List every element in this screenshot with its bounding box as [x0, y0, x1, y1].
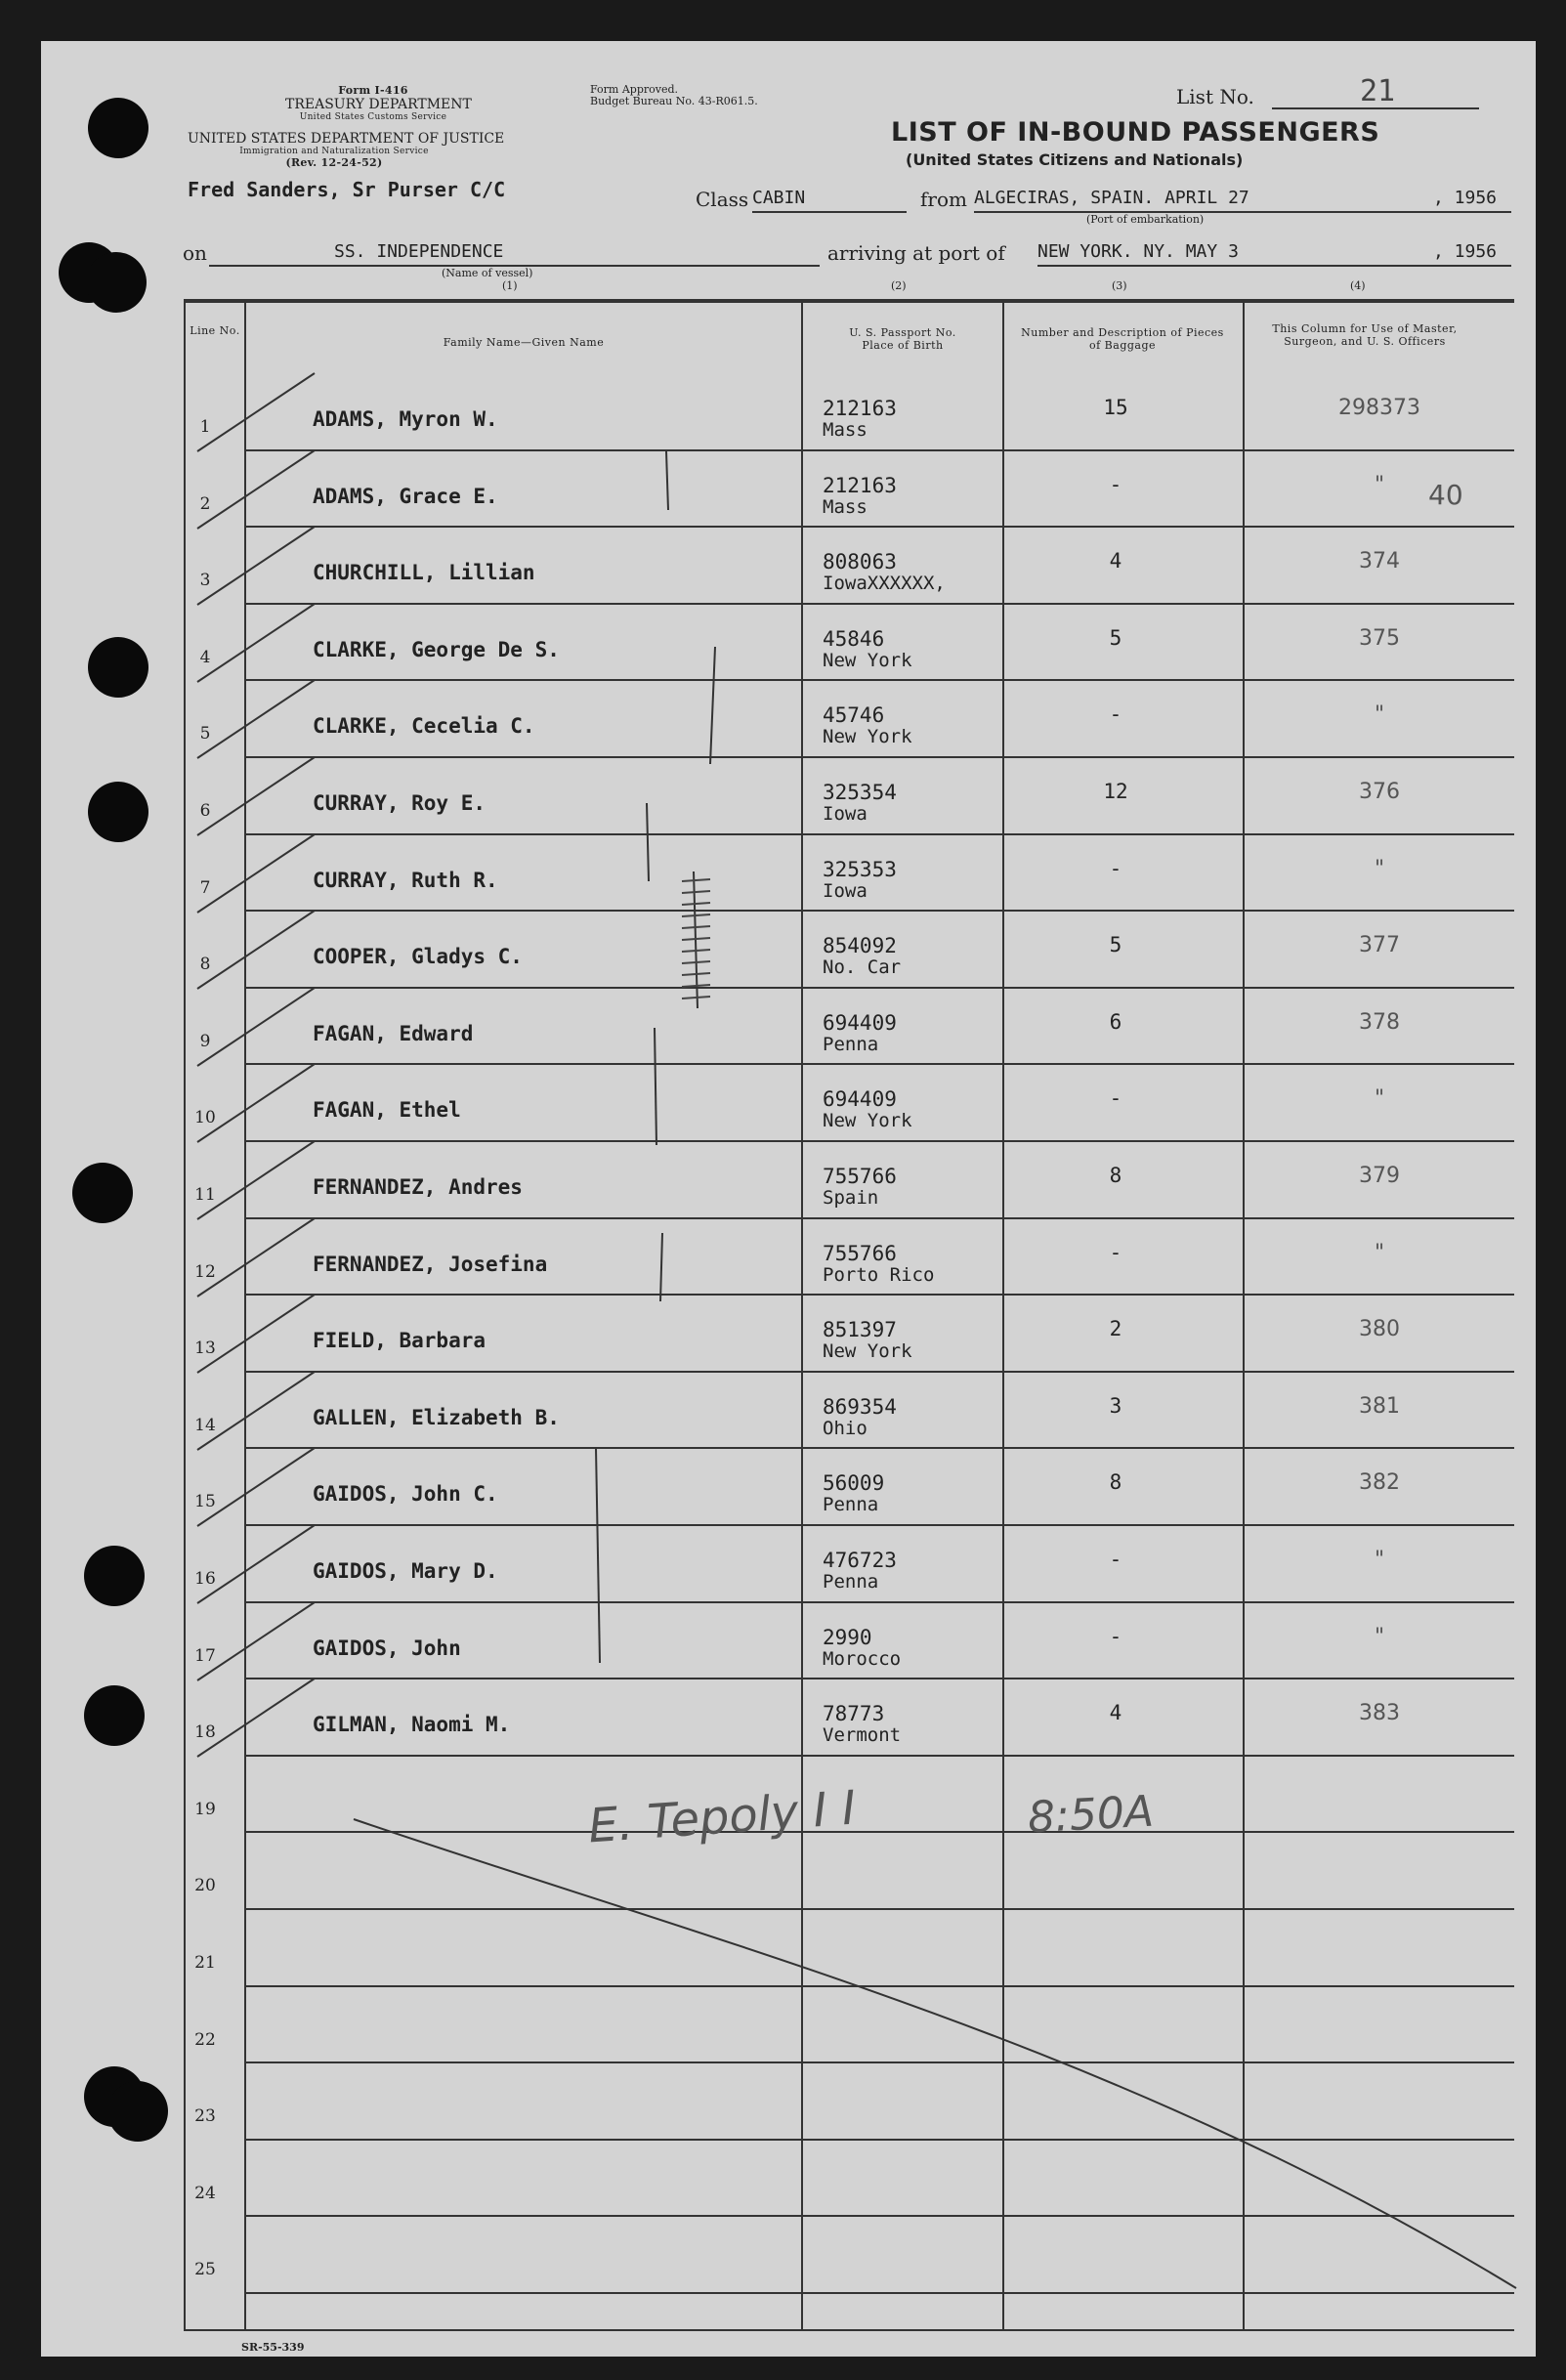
binder-hole: [84, 1685, 145, 1746]
page-subtitle: (United States Citizens and Nationals): [906, 150, 1244, 169]
passport-number: 212163: [823, 397, 897, 420]
col-marker-1: (1): [502, 279, 518, 292]
passport-number: 2990: [823, 1625, 872, 1649]
officer-entry: 380: [1359, 1317, 1400, 1342]
revision: (Rev. 12-24-52): [285, 156, 383, 169]
officer-entry: ": [1374, 472, 1385, 497]
row-number: 16: [194, 1569, 216, 1589]
passenger-name: CLARKE, Cecelia C.: [313, 714, 535, 739]
baggage-count: 4: [1109, 549, 1122, 574]
passport-number: 325353: [823, 857, 897, 881]
place-of-birth: New York: [823, 1340, 912, 1363]
treasury-dept: TREASURY DEPARTMENT: [285, 97, 472, 112]
passport-number: 869354: [823, 1394, 897, 1419]
from-value: ALGECIRAS, SPAIN. APRIL 27: [974, 188, 1433, 213]
baggage-count: 8: [1109, 1470, 1122, 1495]
arriving-year: , 1956: [1433, 241, 1511, 267]
place-of-birth: IowaXXXXXX,: [823, 573, 946, 595]
officer-entry: 375: [1359, 625, 1400, 651]
handwritten-signature: E. Tepoly I I: [586, 1780, 858, 1854]
row-number: 10: [194, 1108, 216, 1128]
justice-dept: UNITED STATES DEPARTMENT OF JUSTICE: [188, 131, 505, 147]
passport-number: 45746: [823, 703, 885, 728]
passenger-name: GAIDOS, Mary D.: [313, 1559, 498, 1583]
form-number: Form I-416: [338, 84, 408, 97]
row-number: 9: [199, 1031, 211, 1051]
binder-hole: [107, 2081, 168, 2142]
row-number: 14: [194, 1415, 216, 1435]
passenger-name: FERNANDEZ, Josefina: [313, 1252, 548, 1276]
budget-text: Budget Bureau No. 43-R061.5.: [590, 95, 758, 107]
baggage-count: -: [1109, 1240, 1122, 1264]
binder-hole: [86, 252, 147, 313]
from-year: , 1956: [1433, 188, 1511, 213]
passport-number: 56009: [823, 1471, 885, 1496]
baggage-count: 15: [1103, 396, 1128, 419]
row-number: 5: [199, 724, 211, 744]
passport-number: 476723: [823, 1549, 897, 1572]
row-number: 22: [194, 2029, 216, 2050]
handwritten-time: 8:50A: [1026, 1786, 1156, 1844]
row-number: 25: [194, 2260, 216, 2280]
col-header-officers: This Column for Use of Master, Surgeon, and U. S. Officers: [1272, 322, 1458, 348]
place-of-birth: Penna: [823, 1494, 879, 1516]
col-marker-3: (3): [1112, 279, 1127, 292]
row-number: 8: [199, 955, 211, 975]
list-no-value: 21: [1360, 74, 1396, 108]
class-label: Class: [696, 188, 749, 211]
port-caption: (Port of embarkation): [1086, 213, 1205, 226]
passport-number: 212163: [823, 473, 897, 497]
row-number: 20: [194, 1876, 216, 1896]
row-number: 15: [194, 1492, 216, 1512]
officer-entry: 382: [1359, 1470, 1400, 1496]
place-of-birth: Ohio: [823, 1417, 868, 1439]
passenger-name: ADAMS, Myron W.: [313, 407, 498, 431]
officer-entry: ": [1374, 1548, 1385, 1572]
officer-entry: 376: [1359, 780, 1400, 804]
col-header-baggage: Number and Description of Pieces of Baggage: [1021, 326, 1224, 352]
binder-hole: [88, 782, 148, 842]
row-number: 3: [199, 571, 211, 591]
place-of-birth: Penna: [823, 1571, 879, 1593]
col-header-line: Line No.: [190, 324, 240, 337]
passenger-name: GAIDOS, John C.: [313, 1482, 498, 1507]
passenger-name: CURRAY, Ruth R.: [313, 868, 498, 892]
baggage-count: -: [1109, 1086, 1122, 1111]
place-of-birth: Mass: [823, 495, 868, 518]
baggage-count: 3: [1109, 1393, 1122, 1418]
officer-entry: 381: [1359, 1393, 1400, 1419]
arriving-label: arriving at port of: [827, 241, 1005, 265]
passenger-name: CURRAY, Roy E.: [313, 791, 487, 815]
binder-hole: [88, 637, 148, 698]
baggage-count: 12: [1103, 780, 1128, 803]
vessel-name: SS. INDEPENDENCE: [334, 241, 504, 262]
passenger-name: GAIDOS, John: [313, 1636, 461, 1660]
officer-entry: ": [1374, 856, 1385, 881]
document-page: [41, 41, 1536, 2357]
officer-entry: 374: [1359, 549, 1400, 574]
passenger-name: GILMAN, Naomi M.: [313, 1713, 511, 1737]
list-no-label: List No.: [1176, 85, 1254, 108]
passport-number: 851397: [823, 1318, 897, 1342]
passenger-name: FERNANDEZ, Andres: [313, 1175, 523, 1199]
vessel-caption: (Name of vessel): [442, 267, 533, 279]
place-of-birth: Iowa: [823, 803, 868, 825]
passport-number: 755766: [823, 1165, 897, 1188]
binder-hole: [72, 1163, 133, 1223]
baggage-count: 5: [1109, 933, 1122, 957]
place-of-birth: Vermont: [823, 1724, 902, 1747]
baggage-count: -: [1109, 1548, 1122, 1571]
passport-number: 694409: [823, 1087, 897, 1112]
row-number: 2: [199, 493, 211, 514]
pen-marks: [41, 41, 1536, 2357]
place-of-birth: New York: [823, 1110, 912, 1132]
passport-number: 325354: [823, 781, 897, 804]
passenger-name: CHURCHILL, Lillian: [313, 561, 535, 585]
row-number: 11: [194, 1185, 216, 1205]
approval-text: Form Approved.: [590, 83, 679, 96]
binder-hole: [88, 98, 148, 158]
officer-entry: ": [1374, 1624, 1385, 1649]
customs-service: United States Customs Service: [299, 112, 447, 122]
passenger-name: GALLEN, Elizabeth B.: [313, 1405, 560, 1429]
place-of-birth: Spain: [823, 1187, 879, 1209]
passenger-name: FAGAN, Edward: [313, 1021, 474, 1045]
on-label: on: [183, 241, 207, 265]
cancel-line: [354, 1819, 1516, 2288]
row-number: 18: [194, 1722, 216, 1743]
baggage-count: 4: [1109, 1701, 1122, 1725]
baggage-count: -: [1109, 472, 1122, 496]
row2-annotation: 40: [1428, 479, 1463, 511]
baggage-count: 2: [1109, 1317, 1122, 1341]
place-of-birth: Morocco: [823, 1647, 902, 1670]
col-header-passport: U. S. Passport No. Place of Birth: [849, 326, 956, 352]
col-header-name: Family Name—Given Name: [443, 336, 605, 349]
baggage-count: 8: [1109, 1164, 1122, 1187]
baggage-count: 6: [1109, 1009, 1122, 1034]
page-title: LIST OF IN-BOUND PASSENGERS: [891, 117, 1380, 148]
officer-entry: 379: [1359, 1164, 1400, 1188]
baggage-count: -: [1109, 856, 1122, 880]
row-number: 1: [199, 417, 211, 437]
passport-number: 694409: [823, 1010, 897, 1035]
footer-code: SR-55-339: [241, 2341, 305, 2354]
passenger-name: FIELD, Barbara: [313, 1329, 487, 1353]
place-of-birth: Iowa: [823, 879, 868, 902]
class-value: CABIN: [752, 188, 907, 213]
place-of-birth: Porto Rico: [823, 1263, 935, 1286]
place-of-birth: Penna: [823, 1033, 879, 1055]
row-number: 24: [194, 2183, 216, 2203]
row-number: 4: [199, 647, 211, 667]
officer-entry: 378: [1359, 1009, 1400, 1035]
passport-number: 755766: [823, 1241, 897, 1265]
passport-number: 854092: [823, 934, 897, 958]
row-number: 17: [194, 1645, 216, 1666]
row-number: 19: [194, 1799, 216, 1819]
passenger-name: FAGAN, Ethel: [313, 1098, 461, 1123]
passport-number: 45846: [823, 626, 885, 651]
place-of-birth: Mass: [823, 419, 868, 441]
ins-service: Immigration and Naturalization Service: [239, 147, 429, 156]
col-marker-2: (2): [891, 279, 907, 292]
place-of-birth: New York: [823, 726, 912, 748]
officer-entry: 298373: [1338, 396, 1420, 420]
row-number: 6: [199, 801, 211, 821]
row-number: 21: [194, 1953, 216, 1973]
row-number: 12: [194, 1261, 216, 1282]
from-label: from: [920, 188, 967, 211]
officer-entry: ": [1374, 702, 1385, 728]
baggage-count: -: [1109, 702, 1122, 727]
place-of-birth: No. Car: [823, 956, 902, 979]
row-number: 23: [194, 2106, 216, 2127]
officer-entry: ": [1374, 1086, 1385, 1112]
passport-number: 78773: [823, 1702, 885, 1726]
passenger-name: ADAMS, Grace E.: [313, 484, 498, 508]
officer-entry: 383: [1359, 1701, 1400, 1726]
officer-entry: 377: [1359, 933, 1400, 958]
passenger-name: COOPER, Gladys C.: [313, 945, 523, 969]
baggage-count: -: [1109, 1624, 1122, 1648]
arriving-value: NEW YORK. NY. MAY 3: [1037, 241, 1433, 267]
officer-entry: ": [1374, 1240, 1385, 1265]
purser-name: Fred Sanders, Sr Purser C/C: [188, 178, 506, 201]
col-marker-4: (4): [1350, 279, 1366, 292]
passenger-name: CLARKE, George De S.: [313, 637, 560, 661]
passport-number: 808063: [823, 550, 897, 574]
place-of-birth: New York: [823, 649, 912, 671]
row-number: 7: [199, 877, 211, 898]
binder-hole: [84, 1546, 145, 1606]
baggage-count: 5: [1109, 625, 1122, 650]
row-number: 13: [194, 1339, 216, 1359]
